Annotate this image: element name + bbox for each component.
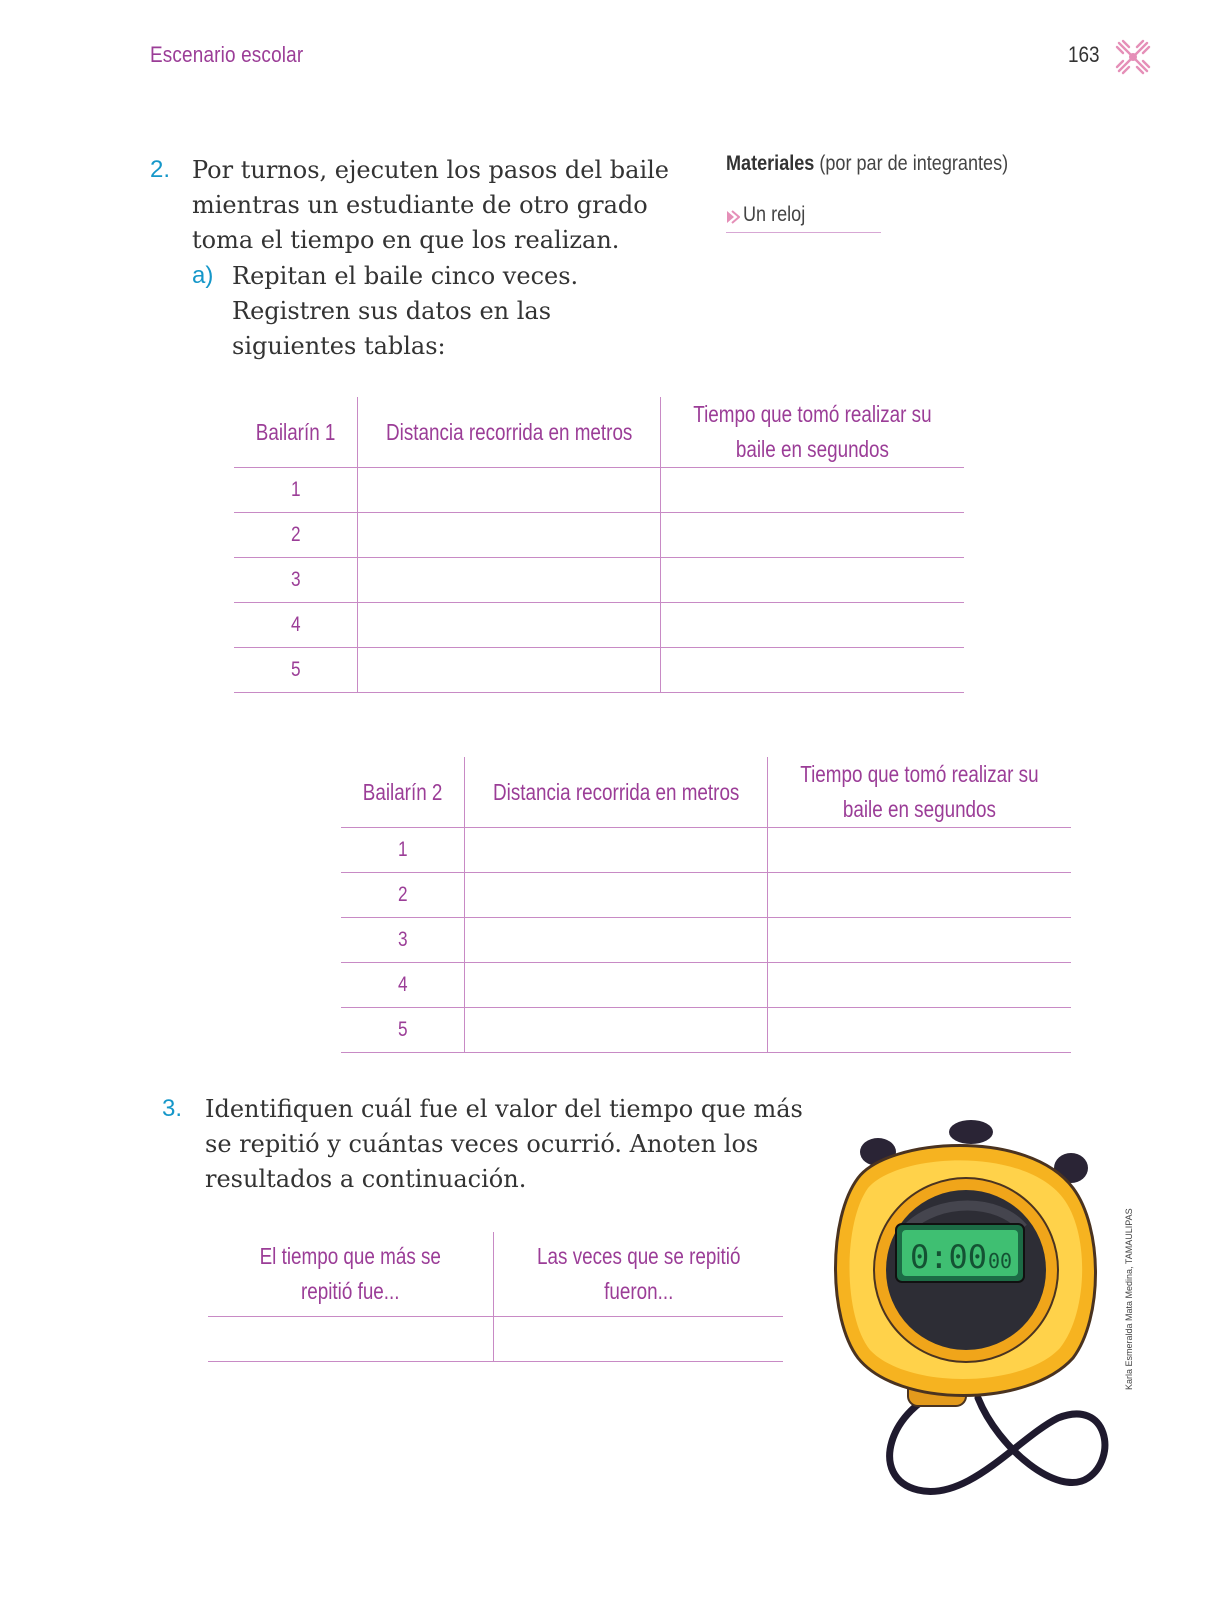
section-title: Escenario escolar [150, 42, 304, 67]
arrow-bullet-icon [726, 210, 740, 224]
table-row [234, 558, 964, 603]
question-3-number: 3. [162, 1095, 183, 1122]
column-header-distance: Distancia recorrida en metros [357, 397, 660, 468]
row-number: 3 [341, 918, 464, 963]
time-cell[interactable] [768, 963, 1071, 1008]
materials-item [726, 202, 881, 233]
row-number: 4 [341, 963, 464, 1008]
distance-cell[interactable] [464, 963, 767, 1008]
table-row [341, 918, 1071, 963]
results-table [208, 1232, 783, 1362]
question-3-text: Identifiquen cuál fue el valor del tiempo que más se repitió y cuántas veces ocurrió. Anoten los resultados a continuación. [205, 1095, 803, 1193]
column-header-time: Tiempo que tomó realizar su baile en segundos [661, 397, 964, 468]
question-2-text: Por turnos, ejecuten los pasos del baile mientras un estudiante de otro grado toma el tiempo en que los realizan. [192, 156, 670, 254]
row-number: 2 [234, 513, 357, 558]
stopwatch-display: 0:00 [910, 1238, 988, 1276]
subquestion-a-text: Repitan el baile cinco veces. Registren sus datos en las siguientes tablas: [232, 262, 579, 360]
dancer-2-table [341, 757, 1071, 1053]
time-cell[interactable] [768, 828, 1071, 873]
time-cell[interactable] [661, 468, 964, 513]
distance-cell[interactable] [464, 828, 767, 873]
column-header-time: Tiempo que tomó realizar su baile en segundos [768, 757, 1071, 828]
row-number: 4 [234, 603, 357, 648]
row-number: 2 [341, 873, 464, 918]
table-row [341, 828, 1071, 873]
table-header-row [341, 757, 1071, 828]
illustration-credit: Karla Esmeralda Mata Medina, TAMAULIPAS [1124, 1208, 1134, 1390]
time-cell[interactable] [768, 1008, 1071, 1053]
table-header-row [208, 1232, 783, 1317]
distance-cell[interactable] [357, 648, 660, 693]
column-header-distance: Distancia recorrida en metros [464, 757, 767, 828]
stopwatch-display-small: 00 [988, 1249, 1013, 1273]
table-row [234, 648, 964, 693]
distance-cell[interactable] [464, 873, 767, 918]
distance-cell[interactable] [357, 513, 660, 558]
table-row [341, 1008, 1071, 1053]
time-cell[interactable] [768, 918, 1071, 963]
materials-title: Materiales [726, 152, 815, 175]
table-row [341, 963, 1071, 1008]
column-header-repeat-count: Las veces que se repitió fueron... [493, 1232, 783, 1317]
materials-item-label: Un reloj [743, 203, 806, 226]
distance-cell[interactable] [464, 918, 767, 963]
table-row [234, 603, 964, 648]
decorative-emblem-icon [1114, 38, 1152, 76]
column-header-dancer: Bailarín 1 [234, 397, 357, 468]
most-repeated-time-cell[interactable] [208, 1317, 493, 1362]
table-row [234, 513, 964, 558]
row-number: 1 [341, 828, 464, 873]
materials-qualifier: (por par de integrantes) [819, 152, 1009, 175]
time-cell[interactable] [661, 513, 964, 558]
row-number: 1 [234, 468, 357, 513]
dancer-1-table [234, 397, 964, 693]
table-row [341, 873, 1071, 918]
table-header-row [234, 397, 964, 468]
materials-heading [726, 152, 1008, 176]
time-cell[interactable] [661, 603, 964, 648]
distance-cell[interactable] [357, 603, 660, 648]
column-header-dancer: Bailarín 2 [341, 757, 464, 828]
subquestion-a-letter: a) [192, 262, 214, 289]
row-number: 3 [234, 558, 357, 603]
page-number: 163 [1068, 42, 1100, 67]
time-cell[interactable] [661, 558, 964, 603]
distance-cell[interactable] [464, 1008, 767, 1053]
distance-cell[interactable] [357, 468, 660, 513]
distance-cell[interactable] [357, 558, 660, 603]
time-cell[interactable] [768, 873, 1071, 918]
table-row [208, 1317, 783, 1362]
question-2-number: 2. [150, 156, 171, 183]
table-row [234, 468, 964, 513]
stopwatch-illustration [828, 1118, 1118, 1508]
time-cell[interactable] [661, 648, 964, 693]
repeat-count-cell[interactable] [493, 1317, 783, 1362]
row-number: 5 [341, 1008, 464, 1053]
column-header-most-repeated-time: El tiempo que más se repitió fue... [208, 1232, 493, 1317]
row-number: 5 [234, 648, 357, 693]
